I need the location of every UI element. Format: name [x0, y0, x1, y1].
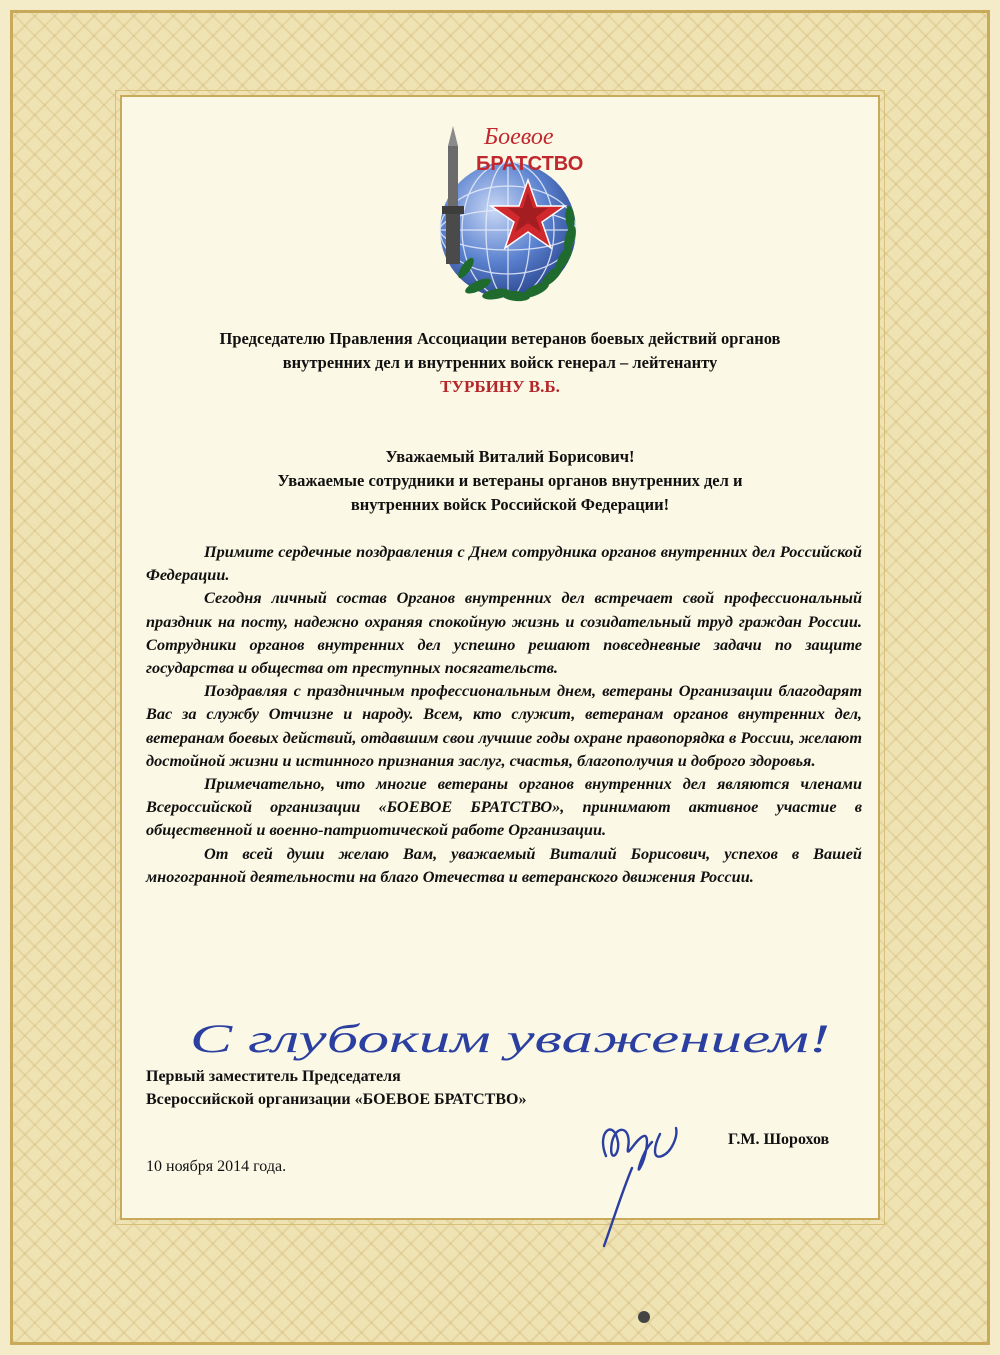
- addressee-line2: внутренних дел и внутренних войск генерал – лейтенанту: [282, 353, 718, 372]
- addressee-line1: Председателю Правления Ассоциации ветеранов боевых действий органов: [219, 329, 781, 348]
- letter-body: [146, 540, 862, 888]
- logo-text-line1: Боевое: [484, 124, 554, 150]
- paper-mark: [638, 1311, 650, 1323]
- body-paragraph: Сегодня личный состав Органов внутренних дел встречает свой профессиональный праздник на посту, надежно охраняя спокойную жизнь и созидательный труд граждан России. Сотрудники органов внутренних дел успешно решают повседневные задачи по защите государства и общества от преступных посягательств.: [146, 588, 862, 678]
- greeting-block: [200, 445, 820, 517]
- addressee-block: [130, 327, 870, 399]
- body-paragraph: Примите сердечные поздравления с Днем сотрудника органов внутренних дел Российской Федерации.: [146, 542, 862, 585]
- body-paragraph: От всей души желаю Вам, уважаемый Виталий Борисович, успехов в Вашей многогранной деятельности на благо Отечества и ветеранского движения России.: [146, 843, 862, 886]
- greeting-line3: внутренних войск Российской Федерации!: [350, 495, 670, 514]
- signer-name: Г.М. Шорохов: [728, 1131, 830, 1148]
- letter-date: 10 ноября 2014 года.: [146, 1158, 287, 1175]
- signer-title: [146, 1065, 666, 1111]
- body-paragraph: Поздравляя с праздничным профессиональным днем, ветераны Организации благодарят Вас за службу Отчизне и народу. Всем, кто служит, ветеранам органов внутренних дел, ветеранам боевых действий, отдавшим свои лучшие годы охране правопорядка в России, желают достойной жизни и истинного признания заслуг, счастья, благополучия и доброго здоровья.: [146, 681, 862, 770]
- greeting-line1: Уважаемый Виталий Борисович!: [385, 447, 635, 466]
- signer-title-line2: Всероссийской организации «БОЕВОЕ БРАТСТВО»: [146, 1091, 527, 1108]
- handwritten-signature: [592, 1112, 702, 1252]
- handwritten-closing-text: С глубоким уважением!: [190, 1016, 830, 1061]
- greeting-line2: Уважаемые сотрудники и ветераны органов внутренних дел и: [277, 471, 743, 490]
- signer-title-line1: Первый заместитель Председателя: [146, 1068, 401, 1085]
- logo-text-line2: БРАТСТВО: [476, 153, 584, 175]
- recipient-name: ТУРБИНУ В.Б.: [440, 377, 560, 396]
- body-paragraph: Примечательно, что многие ветераны органов внутренних дел являются членами Всероссийской организации «БОЕВОЕ БРАТСТВО», принимают активное участие в общественной и военно-патриотической работе Организации.: [146, 774, 862, 840]
- handwritten-closing: [190, 1010, 840, 1070]
- boevoe-bratstvo-logo: [420, 118, 590, 313]
